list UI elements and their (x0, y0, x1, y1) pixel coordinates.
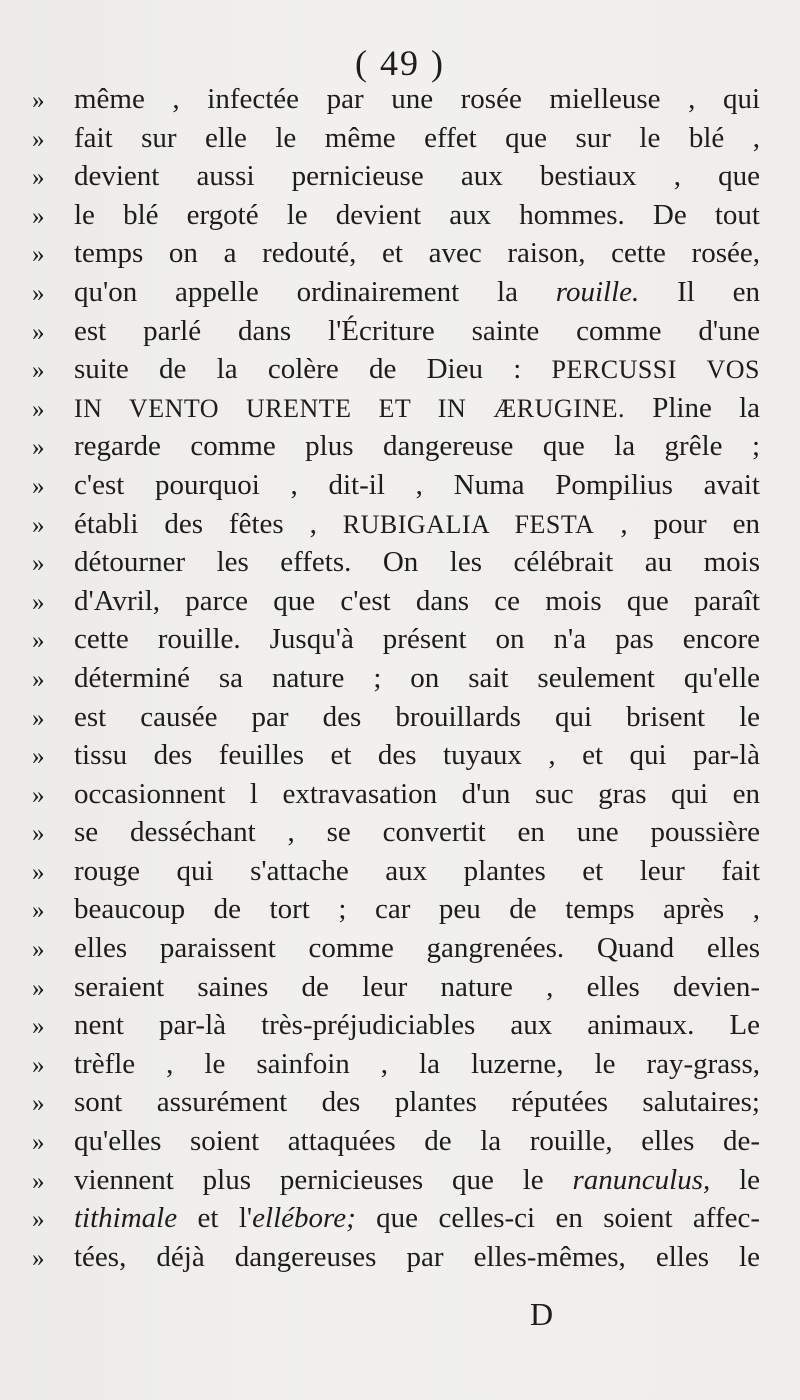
text-line (32, 620, 760, 659)
line-text (74, 505, 760, 545)
quote-mark: » (32, 743, 45, 771)
quote-mark: » (32, 936, 45, 964)
quote-mark: » (32, 588, 45, 616)
line-text (74, 1122, 760, 1161)
italic-text: tithimale (74, 1202, 178, 1235)
text-line (32, 698, 760, 737)
text-line (32, 234, 760, 273)
text-line (32, 119, 760, 158)
line-text (74, 968, 760, 1007)
line-text (74, 659, 760, 698)
text-segment: seraient saines de leur nature , elles devien- (74, 970, 760, 1003)
text-segment: qu'elles soient attaquées de la rouille, elles de- (74, 1125, 760, 1158)
text-line (32, 968, 760, 1007)
line-text (74, 312, 760, 351)
text-segment: est causée par des brouillards qui brisent le (74, 700, 760, 733)
quote-mark: » (32, 1090, 45, 1118)
line-text (74, 80, 760, 119)
text-line (32, 1122, 760, 1161)
text-segment: , pour en (594, 507, 760, 540)
italic-text: ranunculus, (572, 1163, 711, 1196)
small-caps-text: PERCUSSI VOS (551, 355, 760, 385)
text-segment: trèfle , le sainfoin , la luzerne, le ray-grass, (74, 1047, 760, 1080)
text-segment: devient aussi pernicieuse aux bestiaux , que (74, 160, 760, 193)
text-segment: fait sur elle le même effet que sur le blé , (74, 121, 760, 154)
text-segment: occasionnent l extravasation d'un suc gras qui en (74, 777, 760, 810)
small-caps-text: IN VENTO URENTE ET IN ÆRUGINE. (74, 393, 626, 423)
italic-text: rouille. (555, 275, 640, 308)
text-segment: beaucoup de tort ; car peu de temps après , (74, 893, 760, 926)
text-segment: viennent plus pernicieuses que le (74, 1163, 573, 1196)
line-text (74, 852, 760, 891)
quote-mark: » (32, 1206, 45, 1234)
line-text (74, 582, 760, 621)
line-text (74, 466, 760, 505)
text-segment: se desséchant , se convertit en une poussière (74, 816, 760, 849)
line-text (74, 1045, 760, 1084)
text-line (32, 273, 760, 312)
line-text (74, 1199, 760, 1238)
quote-mark: » (32, 1167, 45, 1195)
quote-mark: » (32, 202, 45, 230)
text-segment: que celles-ci en soient affec- (355, 1202, 760, 1235)
text-line (32, 582, 760, 621)
text-segment: Pline la (625, 391, 760, 424)
line-text (74, 620, 760, 659)
quote-mark: » (32, 1244, 45, 1272)
text-line (32, 157, 760, 196)
quote-mark: » (32, 241, 45, 269)
text-line (32, 1045, 760, 1084)
line-text (74, 813, 760, 852)
text-segment: nent par-là très-préjudiciables aux animaux. Le (74, 1009, 760, 1042)
line-text (74, 775, 760, 814)
quote-mark: » (32, 87, 45, 114)
text-line (32, 1199, 760, 1238)
text-segment: regarde comme plus dangereuse que la grêle ; (74, 430, 760, 463)
text-block (32, 80, 760, 1276)
text-line (32, 1006, 760, 1045)
line-text (74, 350, 760, 390)
quote-mark: » (32, 511, 45, 539)
text-line (32, 852, 760, 891)
text-line (32, 736, 760, 775)
text-segment: le blé ergoté le devient aux hommes. De tout (74, 198, 760, 231)
quote-mark: » (32, 164, 45, 192)
line-text (74, 157, 760, 196)
text-segment: établi des fêtes , (74, 507, 343, 540)
small-caps-text: RUBIGALIA FESTA (342, 509, 595, 539)
quote-mark: » (32, 434, 45, 462)
text-line (32, 427, 760, 466)
quote-mark: » (32, 318, 45, 346)
text-segment: d'Avril, parce que c'est dans ce mois que paraît (74, 584, 760, 617)
text-line (32, 312, 760, 351)
line-text (74, 427, 760, 466)
text-segment: suite de la colère de Dieu : (74, 353, 552, 386)
text-segment: tées, déjà dangereuses par elles-mêmes, elles le (74, 1240, 760, 1273)
text-line (32, 775, 760, 814)
page-number: ( 49 ) (355, 43, 445, 83)
text-line (32, 80, 760, 119)
text-segment: Il en (639, 275, 760, 308)
text-segment: cette rouille. Jusqu'à présent on n'a pas encore (74, 623, 760, 656)
line-text (74, 273, 760, 312)
line-text (74, 196, 760, 235)
quote-mark: » (32, 897, 45, 925)
quote-mark: » (32, 781, 45, 809)
line-text (74, 389, 760, 429)
text-line (32, 505, 760, 544)
text-line (32, 466, 760, 505)
text-segment: temps on a redouté, et avec raison, cette rosée, (74, 237, 760, 270)
text-segment: déterminé sa nature ; on sait seulement qu'elle (74, 661, 760, 694)
quote-mark: » (32, 395, 45, 423)
line-text (74, 234, 760, 273)
text-line (32, 543, 760, 582)
text-segment: rouge qui s'attache aux plantes et leur fait (74, 854, 760, 887)
text-line (32, 1083, 760, 1122)
quote-mark: » (32, 357, 45, 385)
text-line (32, 929, 760, 968)
signature-mark: D (530, 1296, 554, 1332)
text-line (32, 389, 760, 428)
text-line (32, 196, 760, 235)
text-segment: c'est pourquoi , dit-il , Numa Pompilius avait (74, 468, 760, 501)
quote-mark: » (32, 125, 45, 153)
line-text (74, 119, 760, 158)
text-segment: qu'on appelle ordinairement la (74, 275, 556, 308)
line-text (74, 1083, 760, 1122)
quote-mark: » (32, 550, 45, 578)
text-segment: même , infectée par une rosée mielleuse , qui (74, 83, 760, 115)
italic-text: ellébore; (252, 1202, 356, 1235)
quote-mark: » (32, 1129, 45, 1157)
quote-mark: » (32, 472, 45, 500)
text-segment: est parlé dans l'Écriture sainte comme d'une (74, 314, 760, 347)
line-text (74, 929, 760, 968)
text-segment: tissu des feuilles et des tuyaux , et qui par-là (74, 739, 760, 772)
text-segment: et l' (177, 1202, 253, 1235)
quote-mark: » (32, 820, 45, 848)
text-segment: détourner les effets. On les célébrait au mois (74, 546, 760, 579)
line-text (74, 543, 760, 582)
line-text (74, 1006, 760, 1045)
text-line (32, 1238, 760, 1277)
line-text (74, 890, 760, 929)
quote-mark: » (32, 858, 45, 886)
quote-mark: » (32, 1013, 45, 1041)
text-segment: elles paraissent comme gangrenées. Quand elles (74, 932, 760, 965)
quote-mark: » (32, 974, 45, 1002)
line-text (74, 1238, 760, 1277)
line-text (74, 1161, 760, 1200)
quote-mark: » (32, 704, 45, 732)
line-text (74, 698, 760, 737)
quote-mark: » (32, 665, 45, 693)
text-line (32, 890, 760, 929)
text-line (32, 350, 760, 389)
text-line (32, 1161, 760, 1200)
text-line (32, 813, 760, 852)
text-segment: le (710, 1163, 760, 1196)
quote-mark: » (32, 627, 45, 655)
text-segment: sont assurément des plantes réputées salutaires; (74, 1086, 760, 1119)
text-line (32, 659, 760, 698)
line-text (74, 736, 760, 775)
quote-mark: » (32, 279, 45, 307)
quote-mark: » (32, 1051, 45, 1079)
